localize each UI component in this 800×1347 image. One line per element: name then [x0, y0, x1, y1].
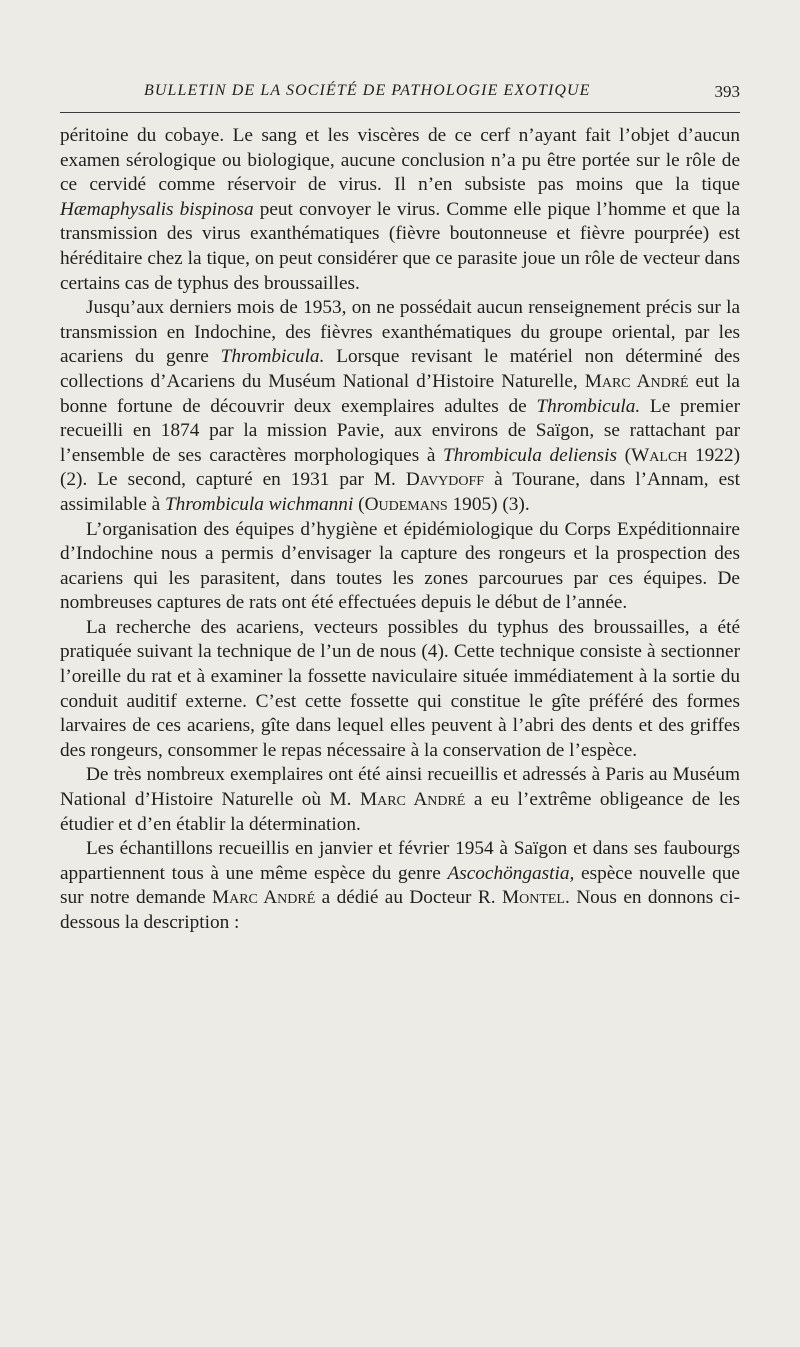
author-name: Walch: [631, 444, 688, 466]
page-header: [60, 80, 740, 108]
text-run: Les échantillons recueillis en janvier et février 1954 à Saïgon et dans ses faubourgs appartiennent tous à une même espèce du genre: [60, 838, 740, 884]
paragraph: [60, 837, 740, 935]
paragraph: [60, 518, 740, 616]
text-run: a eu l’extrême obligeance de les étudier et d’en établir la détermination.: [60, 789, 740, 835]
author-name: Marc André: [584, 370, 689, 392]
text-run: espèce nouvelle que sur notre demande: [60, 862, 740, 909]
italic-term: Thrombicula.: [220, 346, 325, 368]
article-body: [60, 124, 740, 936]
text-run: De très nombreux exemplaires ont été ainsi recueillis et adressés à Paris au Muséum National d’Histoire Naturelle où M.: [60, 764, 740, 811]
text-run: 1905) (3).: [447, 493, 530, 515]
text-run: L’organisation des équipes d’hygiène et épidémiologique du Corps Expéditionnaire d’Indochine nous a permis d’envisager la capture des rongeurs et la prospection des acariens qui les parasitent, dans toutes les zones parcourues par ces équipes. De nombreuses captures de rats ont été effectuées depuis le début de l’année.: [60, 518, 740, 614]
text-run: Nous en donnons ci-dessous la description :: [60, 887, 740, 933]
text-run: à Tourane, dans l’Annam, est assimilable à: [60, 469, 740, 515]
author-name: Oudemans: [364, 493, 448, 515]
text-run: Jusqu’aux derniers mois de 1953, on ne possédait aucun renseignement précis sur la transmission en Indochine, des fièvres exanthématiques du groupe oriental, par les acariens du genre: [60, 297, 740, 368]
text-run: Lorsque revisant le matériel non déterminé des collections d’Acariens du Muséum National d’Histoire Naturelle,: [60, 346, 740, 392]
italic-term: Ascochöngastia,: [447, 862, 575, 884]
italic-term: Thrombicula wichmanni: [164, 493, 354, 515]
text-run: La recherche des acariens, vecteurs possibles du typhus des broussailles, a été pratiquée suivant la technique de l’un de nous (4). Cette technique consiste à sectionner l’oreille du rat et à examiner la fossette naviculaire située immédiatement à la sortie du conduit auditif externe. C’est cette fossette qui constitue le gîte préféré des formes larvaires de ces acariens, gîte dans lequel elles peuvent à l’abri des dents et des griffes des rongeurs, consommer le repas nécessaire à la conservation de l’espèce.: [60, 616, 740, 761]
author-name: Marc André: [359, 789, 466, 811]
text-run: eut la bonne fortune de découvrir deux exemplaires adultes de: [60, 370, 740, 417]
paragraph: [60, 296, 740, 517]
paragraph: [60, 616, 740, 764]
author-name: Davydoff: [405, 469, 485, 491]
text-run: péritoine du cobaye. Le sang et les viscères de ce cerf n’ayant fait l’objet d’aucun examen sérologique ou biologique, aucune conclusion n’a pu être portée sur le rôle de ce cervidé comme réservoir de virus. Il n’en subsiste pas moins que la tique: [60, 125, 740, 196]
header-rule: [60, 112, 740, 113]
text-run: a dédié au Docteur: [315, 887, 478, 909]
italic-term: Hæmaphysalis bispinosa: [60, 198, 254, 220]
text-run: 1922) (2). Le second, capturé en 1931 par M.: [60, 444, 740, 491]
italic-term: Thrombicula.: [536, 395, 641, 417]
text-run: peut convoyer le virus. Comme elle pique l’homme et que la transmission des virus exanthématiques (fièvre boutonneuse et fièvre pourprée) est héréditaire chez la tique, on peut considérer que ce parasite joue un rôle de vecteur dans certains cas de typhus des broussailles.: [60, 198, 741, 294]
paragraph: [60, 763, 740, 837]
author-name: R. Montel.: [477, 887, 570, 909]
text-run: (: [617, 444, 632, 466]
running-title: BULLETIN DE LA SOCIÉTÉ DE PATHOLOGIE EXOTIQUE: [144, 82, 591, 99]
author-name: Marc André: [211, 887, 316, 909]
italic-term: Thrombicula deliensis: [443, 444, 618, 466]
text-run: (: [353, 493, 365, 515]
page-number: 393: [714, 82, 740, 101]
paragraph: [60, 124, 740, 296]
text-run: Le premier recueilli en 1874 par la mission Pavie, aux environs de Saïgon, se rattachant par l’ensemble de ses caractères morphologiques à: [60, 395, 740, 466]
